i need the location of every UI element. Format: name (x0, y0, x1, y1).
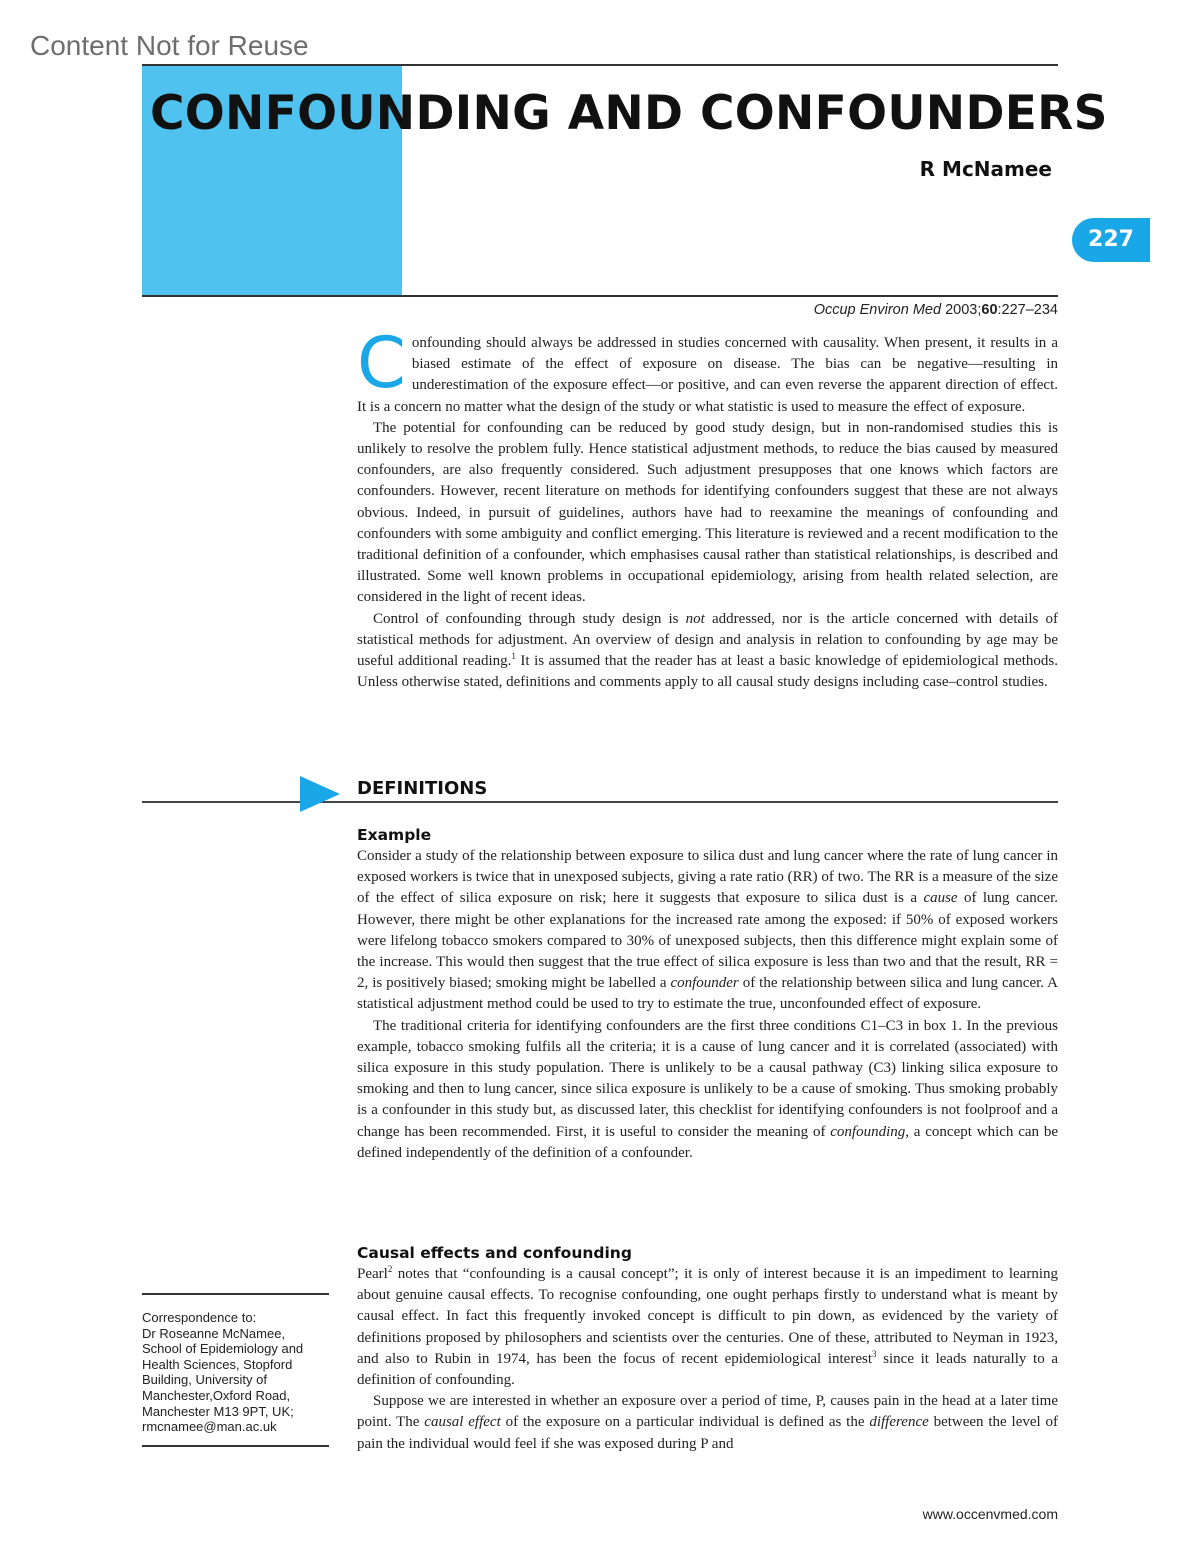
author-name: R McNamee (919, 157, 1052, 181)
ce-p2-a: Suppose we are interested in whether an exposure over a period of time, P, causes pain in the head at a later time point. The (357, 1393, 1058, 1431)
correspondence-line: Building, University of (142, 1372, 267, 1388)
correspondence-top-rule (142, 1293, 329, 1295)
ce-p1-b: notes that “confounding is a causal concept”; it is only of interest because it is an impediment to learning about genuine causal effects. To recognise confounding, one ought perhaps firstly to understand what is meant by causal effect. In fact this frequently invoked concept is difficult to pin down, as evidenced by the variety of definitions proposed by philosophers and scientists over the centuries. One of these, attributed to Neyman in 1923, and also to Rubin in 1974, has been the focus of recent epidemiological interest (357, 1266, 1058, 1367)
intro-paragraph-1 (357, 322, 1058, 418)
example-paragraph-1 (357, 846, 1058, 1016)
ex-p1-b: of lung cancer. However, there might be other explanations for the increased rate among the exposed: if 50% of exposed workers were lifelong tobacco smokers compared to 30% of unexposed subjects, then this difference might explain some of the increase. This would then suggest that the true effect of silica exposure is less than two and that the result, RR = 2, is positively biased; smoking might be labelled a (357, 890, 1058, 992)
ex-p1-emphasis-confounder: confounder (670, 975, 739, 992)
ex-p2-b: , a concept which can be defined independently of the definition of a confounder. (357, 1123, 1058, 1161)
watermark: Content Not for Reuse (30, 30, 309, 61)
intro-section (357, 322, 1059, 693)
section-arrow-icon (300, 776, 340, 812)
intro-paragraph-3 (357, 609, 1058, 694)
correspondence-line: Correspondence to: (142, 1310, 257, 1325)
correspondence-email: rmcnamee@man.ac.uk (142, 1419, 277, 1435)
example-paragraph-2 (357, 1016, 1058, 1164)
page-number-tab: 227 (1072, 218, 1150, 262)
correspondence-line: Dr Roseanne McNamee, (142, 1325, 286, 1341)
ce-p2-b: of the exposure on a particular individual is defined as the (500, 1414, 870, 1431)
citation-pages: :227–234 (997, 302, 1058, 318)
ex-p2-a: The traditional criteria for identifying confounders are the first three conditions C1–C3 in box 1. In the previous example, tobacco smoking fulfils all the criteria; it is a cause of lung cancer and it is correlated (associated) with silica exposure in this study population. There is unlikely to be a causal pathway (C3) linking silica exposure to smoking and then to lung cancer, since silica exposure is unlikely to be a cause of smoking. Thus smoking probably is a confounder in this study but, as discussed later, this checklist for identifying confounders is not foolproof and a change has been recommended. First, it is useful to consider the meaning of (357, 1017, 1058, 1140)
correspondence-line: Manchester,Oxford Road, (142, 1387, 291, 1403)
citation-volume: 60 (981, 302, 998, 318)
intro-paragraph-2: The potential for confounding can be reduced by good study design, but in non-randomised studies this is unlikely to resolve the problem fully. Hence statistical adjustment methods, to reduce the bias caused by measured confounders, are also frequently considered. Such adjustment presupposes that one knows which factors are confounders. However, recent literature on methods for identifying confounders suggest that these are not always obvious. Indeed, in pursuit of guidelines, authors have had to reexamine the meanings of confounding and confounders with some ambiguity and conflict emerging. This literature is reviewed and a recent modification to the traditional definition of a confounder, which emphasises causal rather than statistical relationships, is described and illustrated. Some well known problems in occupational epidemiology, arising from health related selection, are considered in the light of recent ideas. (357, 419, 1058, 606)
ex-p2-emphasis: confounding (830, 1123, 906, 1140)
causal-paragraph-1 (357, 1264, 1058, 1391)
reference-marker: 1 (511, 651, 516, 662)
intro-p3-c: It is assumed that the reader has at least a basic knowledge of epidemiological methods. Unless otherwise stated, definitions and comments apply to all causal study designs including case–control studies. (357, 653, 1059, 691)
ce-p2-emphasis-causal-effect: causal effect (424, 1414, 501, 1431)
section-rule (142, 801, 1058, 803)
article-title: CONFOUNDING AND CONFOUNDERS (150, 86, 1108, 141)
subheading-causal-effects: Causal effects and confounding (357, 1244, 632, 1262)
ex-p1-emphasis-cause: cause (923, 890, 958, 907)
intro-paragraph-1-text: onfounding should always be addressed in studies concerned with causality. When present, it results in a biased estimate of the effect of exposure on disease. The bias can be negative—resulting in underestimation of the exposure effect—or positive, and can even reverse the apparent direction of effect. It is a concern no matter what the design of the study or what statistic is used to measure the effect of exposure. (357, 335, 1058, 415)
intro-p3-emphasis: not (685, 610, 705, 627)
definitions-section (357, 825, 1058, 1164)
reference-marker: 3 (872, 1348, 877, 1359)
ce-p1-a: Pearl (357, 1266, 388, 1282)
subheading-example: Example (357, 826, 432, 844)
correspondence-line: School of Epidemiology and (142, 1341, 304, 1357)
header-bottom-rule (142, 295, 1058, 297)
section-heading-definitions: DEFINITIONS (357, 778, 488, 799)
citation-journal: Occup Environ Med (813, 302, 942, 318)
causal-effects-section (357, 1243, 1058, 1455)
ex-p1-a: Consider a study of the relationship between exposure to silica dust and lung cancer where the rate of lung cancer in exposed workers is twice that in unexposed subjects, giving a rate ratio (RR) of two. The RR is a measure of the size of the effect of silica exposure on risk; here it suggests that exposure to silica dust is a (357, 848, 1058, 907)
correspondence-bottom-rule (142, 1445, 329, 1447)
intro-p3-b: addressed, nor is the article concerned with details of statistical methods for adjustment. An overview of design and analysis in relation to confounding by age may be useful additional reading. (357, 610, 1058, 670)
ce-p2-c: between the level of pain the individual would feel if she was exposed during P and (357, 1414, 1058, 1452)
correspondence-line: Manchester M13 9PT, UK; (142, 1403, 294, 1419)
drop-cap: C (357, 322, 406, 404)
ce-p1-c: since it leads naturally to a definition of confounding. (357, 1350, 1058, 1389)
causal-paragraph-2 (357, 1391, 1058, 1455)
ex-p1-c: of the relationship between silica and lung cancer. A statistical adjustment method could be used to try to estimate the true, unconfounded effect of exposure. (357, 975, 1058, 1013)
journal-citation (814, 302, 1058, 318)
correspondence-block (142, 1310, 332, 1435)
reference-marker: 2 (387, 1264, 393, 1274)
intro-p3-a: Control of confounding through study design is (373, 610, 686, 627)
citation-year: 2003; (941, 302, 982, 318)
correspondence-line: Health Sciences, Stopford (142, 1356, 293, 1372)
ce-p2-emphasis-difference: difference (869, 1414, 929, 1431)
footer-url: www.occenvmed.com (922, 1506, 1058, 1522)
